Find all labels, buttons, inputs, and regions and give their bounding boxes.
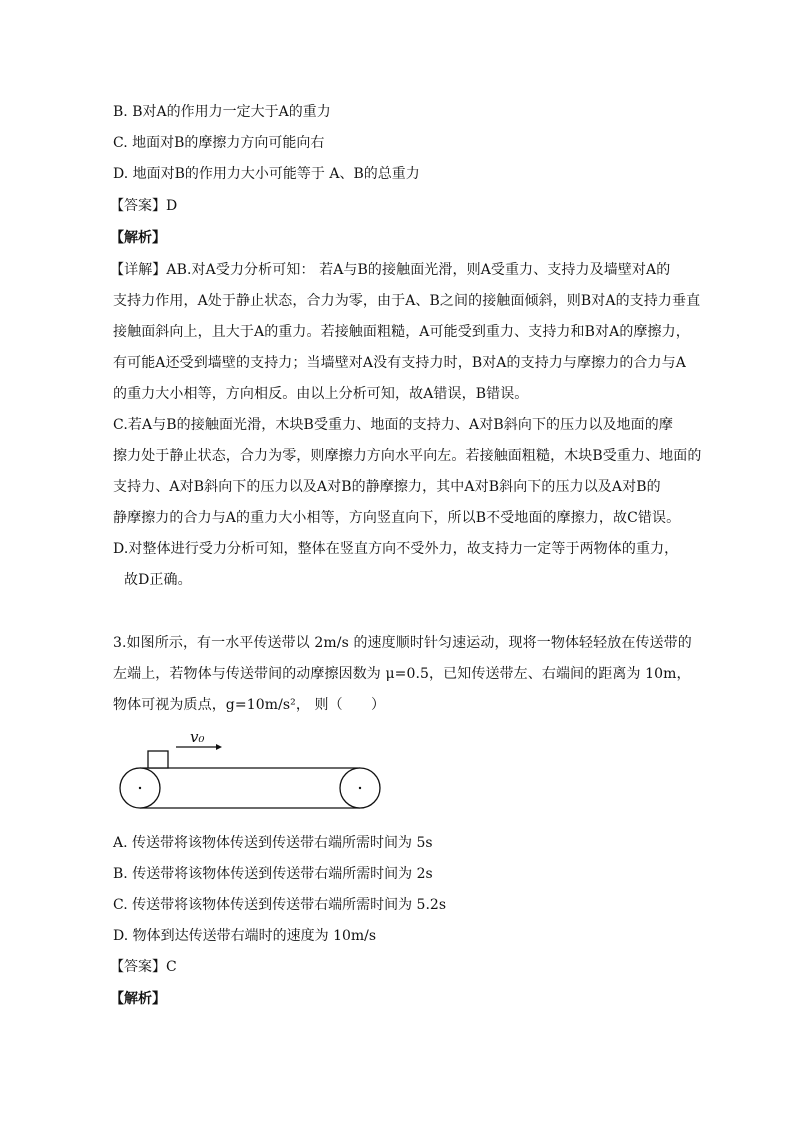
analysis-line: 的重力大小相等，方向相反。由以上分析可知，故A错误，B错误。 bbox=[113, 386, 529, 402]
option-b: B. B对A的作用力一定大于A的重力 bbox=[113, 104, 331, 120]
analysis-line: 接触面斜向上，且大于A的重力。若接触面粗糙，A可能受到重力、支持力和B对A的摩擦力， bbox=[113, 324, 690, 340]
answer-label: 【答案】D bbox=[110, 198, 178, 214]
q3-option-c: C. 传送带将该物体传送到传送带右端所需时间为 5.2s bbox=[113, 897, 447, 913]
q3-analysis-heading: 【解析】 bbox=[110, 991, 166, 1007]
block bbox=[148, 751, 168, 768]
analysis-line: 支持力作用，A处于静止状态，合力为零，由于A、B之间的接触面倾斜，则B对A的支持力垂直 bbox=[113, 293, 701, 309]
analysis-line: D.对整体进行受力分析可知，整体在竖直方向不受外力，故支持力一定等于两物体的重力， bbox=[113, 541, 679, 557]
q3-option-a: A. 传送带将该物体传送到传送带右端所需时间为 5s bbox=[113, 835, 433, 851]
question-stem: 物体可视为质点，g=10m/s²， 则（ ） bbox=[113, 697, 386, 713]
option-c: C. 地面对B的摩擦力方向可能向右 bbox=[113, 135, 325, 151]
q3-option-b: B. 传送带将该物体传送到传送带右端所需时间为 2s bbox=[113, 866, 433, 882]
analysis-line: C.若A与B的接触面光滑，木块B受重力、地面的支持力、A对B斜向下的压力以及地面的摩 bbox=[113, 417, 673, 433]
option-d: D. 地面对B的作用力大小可能等于 A、B的总重力 bbox=[113, 166, 420, 182]
analysis-line: 有可能A还受到墙壁的支持力；当墙壁对A没有支持力时，B对A的支持力与摩擦力的合力与A bbox=[113, 355, 686, 371]
analysis-line: 支持力、A对B斜向下的压力以及A对B的静摩擦力，其中A对B斜向下的压力以及A对B的 bbox=[113, 479, 661, 495]
q3-answer-label: 【答案】C bbox=[110, 959, 177, 975]
analysis-heading: 【解析】 bbox=[110, 230, 166, 246]
question-stem: 3.如图所示，有一水平传送带以 2m/s 的速度顺时针匀速运动，现将一物体轻轻放在传送带的 bbox=[113, 635, 692, 651]
conveyor-belt-figure bbox=[118, 728, 386, 814]
q3-option-d: D. 物体到达传送带右端时的速度为 10m/s bbox=[113, 928, 377, 944]
velocity-label: v₀ bbox=[190, 728, 205, 746]
analysis-line: 静摩擦力的合力与A的重力大小相等，方向竖直向下，所以B不受地面的摩擦力，故C错误。 bbox=[113, 510, 681, 526]
analysis-line: 擦力处于静止状态，合力为零，则摩擦力方向水平向左。若接触面粗糙，木块B受重力、地面的 bbox=[113, 448, 702, 464]
question-stem: 左端上，若物体与传送带间的动摩擦因数为 μ=0.5，已知传送带左、右端间的距离为 10m， bbox=[113, 666, 691, 682]
analysis-line: 故D正确。 bbox=[124, 572, 192, 588]
analysis-line: 【详解】AB.对A受力分析可知： 若A与B的接触面光滑，则A受重力、支持力及墙壁对A的 bbox=[110, 262, 671, 278]
